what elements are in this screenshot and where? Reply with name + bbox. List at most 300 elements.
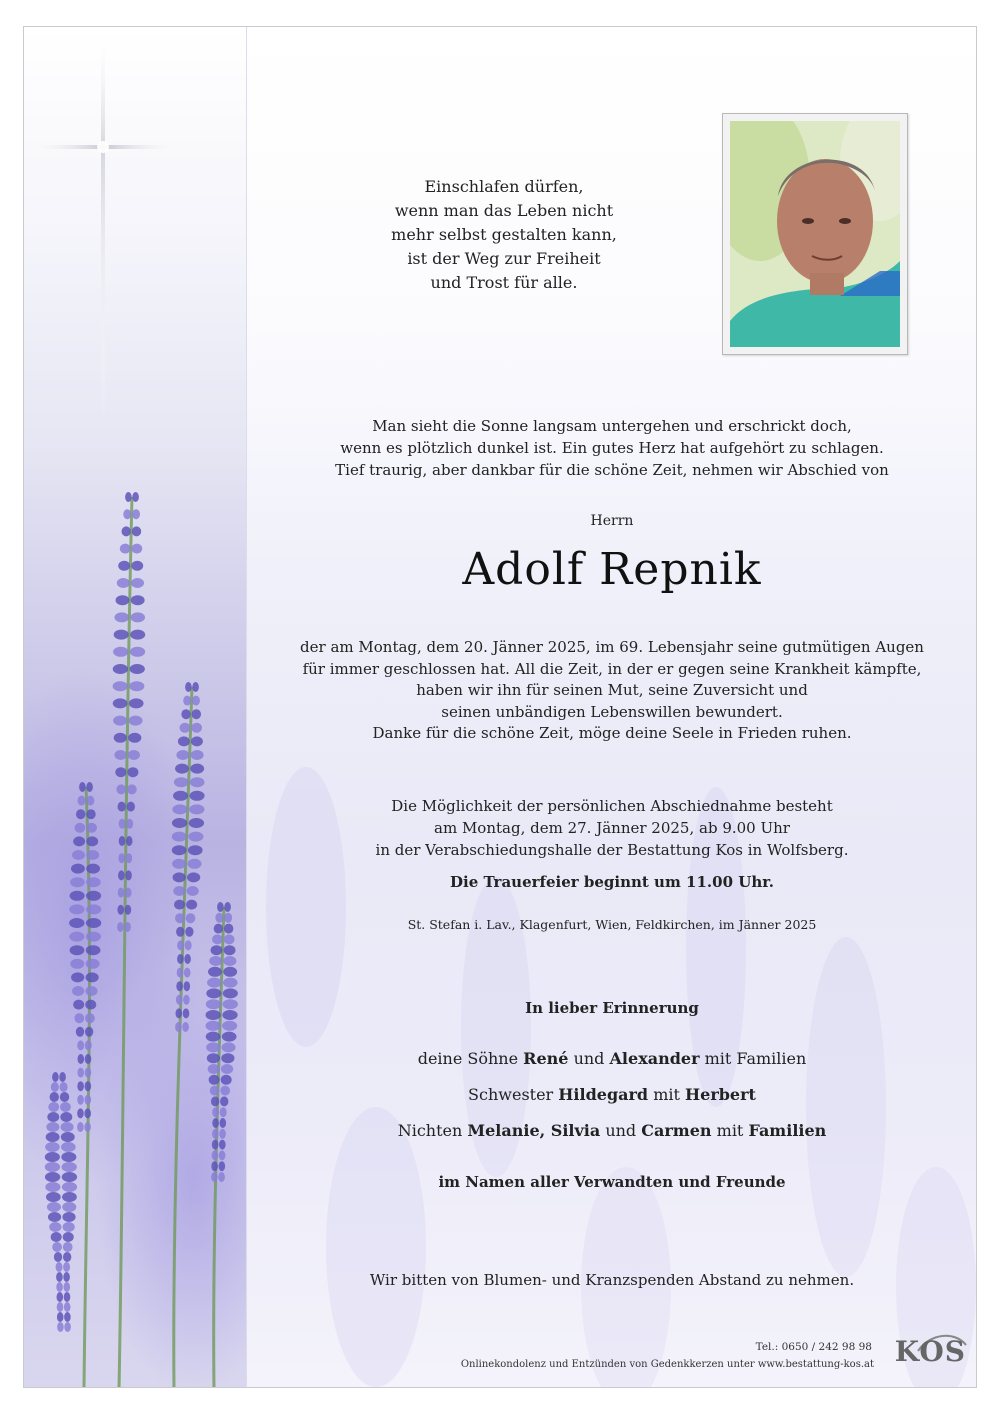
portrait-frame [722, 113, 908, 355]
poem-line: ist der Weg zur Freiheit [407, 249, 601, 268]
lavender-blossom [86, 959, 100, 969]
lavender-blossom [114, 750, 126, 760]
lavender-blossom [220, 1086, 230, 1096]
lavender-blossom [183, 1008, 190, 1018]
lavender-blossom [130, 630, 145, 640]
lavender-blossom [212, 1107, 219, 1117]
lavender-blossom [78, 1054, 85, 1064]
intro-line: Tief traurig, aber dankbar für die schöne Zeit, nehmen wir Abschied von [335, 461, 889, 479]
lavender-blossom [62, 1182, 77, 1192]
portrait-icon [730, 121, 900, 347]
lavender-blossom [119, 836, 126, 846]
lavender-blossom [176, 750, 189, 760]
family-name: Hildegard [558, 1085, 649, 1104]
lavender-blossom [76, 809, 85, 819]
lavender-blossom [184, 954, 191, 964]
lavender-blossom [174, 777, 189, 787]
lavender-blossom [184, 968, 191, 978]
lavender-blossom [73, 1000, 84, 1010]
lavender-blossom [47, 1112, 59, 1122]
lavender-blossom [186, 900, 197, 910]
lavender-blossom [48, 1102, 59, 1112]
lavender-blossom [63, 1232, 74, 1242]
lavender-blossom [116, 595, 130, 605]
body-line: haben wir ihn für seinen Mut, seine Zuversicht und [416, 681, 808, 699]
lavender-blossom [64, 1302, 71, 1312]
lavender-blossom [62, 1202, 76, 1212]
lavender-blossom [191, 723, 202, 733]
lavender-blossom [125, 492, 132, 502]
lavender-blossom [59, 1072, 66, 1082]
lavender-blossom [63, 1262, 70, 1272]
lavender-blossom [62, 1172, 77, 1182]
lavender-blossom [86, 864, 100, 874]
lavender-blossom [85, 1054, 92, 1064]
family-text: und [605, 1121, 637, 1140]
phone-number: Tel.: 0650 / 242 98 98 [755, 1341, 872, 1353]
lavender-blossom [131, 578, 144, 588]
obituary-card [23, 26, 977, 1388]
lavender-blossom [60, 1082, 68, 1092]
lavender-blossom [64, 1322, 71, 1332]
poem-line: und Trost für alle. [430, 273, 578, 292]
lavender-blossom [172, 859, 186, 869]
lavender-blossom [217, 902, 224, 912]
lavender-blossom [86, 877, 101, 887]
lavender-blossom [125, 870, 132, 880]
lavender-blossom [57, 1312, 64, 1322]
lavender-blossom [46, 1192, 61, 1202]
lavender-blossom [207, 978, 222, 988]
donation-request: Wir bitten von Blumen- und Kranzspenden Abstand zu nehmen. [369, 1271, 855, 1289]
lavender-blossom [221, 1064, 233, 1074]
lavender-blossom [187, 872, 200, 882]
lavender-blossom [224, 902, 231, 912]
lavender-blossom [190, 764, 204, 774]
lavender-blossom [188, 832, 203, 842]
lavender-blossom [52, 1072, 59, 1082]
lavender-blossom [129, 698, 144, 708]
lavender-blossom [176, 981, 183, 991]
poem-line: wenn man das Leben nicht [394, 201, 614, 220]
lavender-blossom [72, 850, 85, 860]
lavender-blossom [129, 664, 144, 674]
intro-line: wenn es plötzlich dunkel ist. Ein gutes Herz hat aufgehört zu schlagen. [340, 439, 884, 457]
family-text: mit [653, 1085, 680, 1104]
lavender-blossom [116, 784, 126, 794]
lavender-blossom [126, 853, 133, 863]
lavender-blossom [69, 932, 84, 942]
family-text: deine Söhne [417, 1049, 519, 1068]
lavender-blossom [45, 1142, 60, 1152]
lavender-blossom [62, 1212, 75, 1222]
lavender-blossom [113, 698, 128, 708]
lavender-blossom [77, 1081, 84, 1091]
lavender-blossom [189, 791, 204, 801]
lavender-blossom [114, 612, 129, 622]
lavender-blossom [187, 859, 201, 869]
lavender-blossom [45, 1162, 60, 1172]
lavender-blossom [113, 716, 127, 726]
lavender-blossom [73, 836, 85, 846]
lavender-blossom [186, 913, 196, 923]
lavender-blossom [174, 900, 185, 910]
lavender-blossom [85, 972, 98, 982]
lavender-blossom [119, 819, 126, 829]
lavender-blossom [61, 1162, 76, 1172]
lavender-blossom [128, 750, 140, 760]
lavender-blossom [60, 1092, 69, 1102]
condolence-link-text: Onlinekondolenz und Entzünden von Gedenkkerzen unter www.bestattung-kos.at [460, 1359, 874, 1370]
poem-line: mehr selbst gestalten kann, [391, 225, 617, 244]
lavender-blossom [177, 940, 184, 950]
lavender-blossom [191, 736, 203, 746]
lavender-blossom [86, 945, 101, 955]
lavender-blossom [183, 995, 190, 1005]
lavender-blossom [180, 723, 191, 733]
lavender-blossom [182, 1022, 189, 1032]
lavender-blossom [117, 578, 130, 588]
lavender-blossom [76, 1027, 84, 1037]
lavender-blossom [45, 1152, 60, 1162]
lavender-blossom [61, 1132, 75, 1142]
lavender-blossom [192, 696, 200, 706]
family-name: René [523, 1049, 569, 1068]
lavender-blossom [85, 1081, 92, 1091]
lavender-blossom [219, 1161, 226, 1171]
lavender-blossom [208, 1064, 220, 1074]
lavender-blossom [206, 1010, 221, 1020]
lavender-blossom [57, 1322, 64, 1332]
lavender-blossom [215, 913, 223, 923]
lavender-blossom [60, 1112, 72, 1122]
lavender-blossom [85, 1027, 93, 1037]
lavender-blossom [75, 823, 86, 833]
lavender-blossom [122, 526, 131, 536]
lavender-blossom [128, 716, 142, 726]
lavender-blossom [222, 1010, 237, 1020]
lavender-blossom [131, 561, 143, 571]
lavender-blossom [117, 905, 124, 915]
lavender-blossom [132, 544, 143, 554]
lavender-blossom [172, 845, 187, 855]
lavender-blossom [127, 802, 135, 812]
lavender-blossom [113, 647, 128, 657]
lavender-blossom [85, 1068, 92, 1078]
family-text: mit [716, 1121, 744, 1140]
lavender-blossom [84, 1122, 91, 1132]
lavender-blossom [127, 767, 138, 777]
lavender-blossom [221, 1053, 234, 1063]
lavender-blossom [220, 1096, 228, 1106]
lavender-blossom [221, 1075, 232, 1085]
lavender-blossom [218, 1172, 225, 1182]
lavender-blossom [175, 913, 185, 923]
body-line: der am Montag, dem 20. Jänner 2025, im 69. Lebensjahr seine gutmütigen Augen [300, 638, 924, 656]
lavender-blossom [219, 1129, 226, 1139]
lavender-blossom [124, 922, 131, 932]
lavender-blossom [85, 986, 97, 996]
lavender-blossom [185, 927, 193, 937]
lavender-blossom [57, 1292, 64, 1302]
lavender-blossom [61, 1152, 76, 1162]
lavender-blossom [212, 1140, 219, 1150]
lavender-blossom [51, 1082, 59, 1092]
lavender-blossom [192, 709, 201, 719]
lavender-blossom [63, 1222, 75, 1232]
lavender-blossom [209, 1075, 220, 1085]
lavender-blossom [45, 1182, 60, 1192]
lavender-blossom [211, 1161, 218, 1171]
lavender-blossom [206, 988, 221, 998]
body-line: seinen unbändigen Lebenswillen bewundert. [441, 702, 783, 721]
lavender-blossom [85, 1013, 95, 1023]
lavender-blossom [185, 682, 192, 692]
lavender-blossom [224, 934, 235, 944]
lavender-blossom [118, 888, 125, 898]
lavender-blossom [224, 913, 232, 923]
lavender-blossom [187, 886, 199, 896]
farewell-info [246, 795, 977, 861]
family-name: Melanie, Silvia [467, 1121, 601, 1140]
lavender-blossom [113, 664, 128, 674]
lavender-blossom [223, 956, 236, 966]
lavender-blossom [172, 804, 187, 814]
lavender-blossom [128, 733, 141, 743]
lavender-blossom [209, 956, 222, 966]
lavender-blossom [127, 784, 137, 794]
lavender-blossom [184, 981, 191, 991]
lavender-blossom [45, 1172, 60, 1182]
lavender-blossom [189, 804, 204, 814]
lavender-blossom [224, 945, 236, 955]
lavender-blossom [117, 922, 124, 932]
family-text: Nichten [397, 1121, 463, 1140]
lavender-blossom [125, 888, 132, 898]
lavender-blossom [212, 1129, 219, 1139]
lavender-blossom [211, 1172, 218, 1182]
lavender-blossom [64, 1282, 71, 1292]
lavender-blossom [64, 1312, 71, 1322]
lavender-blossom [85, 1000, 96, 1010]
lavender-blossom [191, 750, 204, 760]
lavender-blossom [46, 1122, 59, 1132]
lavender-blossom [223, 978, 238, 988]
lavender-blossom [224, 924, 233, 934]
lavender-blossom [223, 999, 238, 1009]
farewell-line: in der Verabschiedungshalle der Bestattung Kos in Wolfsberg. [375, 841, 849, 859]
lavender-blossom [69, 918, 84, 928]
lavender-blossom [46, 1132, 60, 1142]
lavender-blossom [49, 1222, 61, 1232]
lavender-blossom [56, 1282, 63, 1292]
lavender-blossom [222, 1042, 236, 1052]
lavender-blossom [72, 986, 84, 996]
lavender-blossom [177, 968, 184, 978]
lavender-blossom [86, 782, 93, 792]
body-text [246, 637, 977, 745]
memory-title: In lieber Erinnerung [525, 999, 699, 1017]
lavender-blossom [219, 1140, 226, 1150]
lavender-blossom [48, 1212, 61, 1222]
lavender-blossom [206, 1042, 220, 1052]
lavender-blossom [60, 1102, 71, 1112]
lavender-blossom [181, 709, 190, 719]
family-name: Herbert [685, 1085, 756, 1104]
lavender-blossom [118, 561, 130, 571]
body-line: Danke für die schöne Zeit, möge deine Seele in Frieden ruhen. [372, 724, 852, 742]
family-name: Carmen [641, 1121, 712, 1140]
lavender-blossom [57, 1302, 64, 1312]
lavender-blossom [86, 918, 101, 928]
ceremony-time: Die Trauerfeier beginnt um 11.00 Uhr. [450, 873, 774, 891]
lavender-blossom [52, 1242, 62, 1252]
lavender-blossom [120, 544, 131, 554]
family-text: Schwester [468, 1085, 554, 1104]
lavender-blossom [86, 891, 101, 901]
portrait-photo [730, 121, 900, 347]
poem-line: Einschlafen dürfen, [424, 177, 584, 196]
family-text: und [573, 1049, 605, 1068]
lavender-blossom [56, 1262, 63, 1272]
lavender-blossom [77, 1068, 84, 1078]
lavender-blossom [222, 1032, 237, 1042]
farewell-line: Die Möglichkeit der persönlichen Abschiednahme besteht [391, 797, 833, 815]
lavender-blossom [86, 809, 95, 819]
lavender-strip [24, 27, 247, 1387]
lavender-blossom [70, 945, 85, 955]
lavender-blossom [207, 1053, 220, 1063]
lavender-blossom [173, 886, 185, 896]
lavender-blossom [185, 940, 192, 950]
lavender-blossom [210, 1086, 220, 1096]
lavender-blossom [69, 904, 84, 914]
lavender-blossom [222, 1021, 237, 1031]
body-line: für immer geschlossen hat. All die Zeit, in der er gegen seine Krankheit kämpfte, [302, 659, 922, 678]
lavender-blossom [173, 791, 188, 801]
lavender-blossom [125, 905, 132, 915]
relatives-line: im Namen aller Verwandten und Freunde [438, 1173, 786, 1191]
lavender-blossom [85, 1040, 92, 1050]
family-line-sons [246, 1049, 977, 1068]
lavender-blossom [86, 796, 94, 806]
lavender-blossom [118, 802, 126, 812]
lavender-blossom [130, 647, 145, 657]
lavender-blossom [77, 1040, 84, 1050]
lavender-blossom [84, 1108, 91, 1118]
lavender-blossom [132, 492, 139, 502]
deceased-name: Adolf Repnik [462, 544, 762, 595]
lavender-blossom [114, 733, 127, 743]
lavender-blossom [176, 1008, 183, 1018]
lavender-blossom [211, 1096, 219, 1106]
lavender-blossom [206, 1032, 221, 1042]
lavender-blossom [212, 934, 223, 944]
lavender-blossom [212, 1150, 219, 1160]
cross-icon [24, 27, 184, 427]
lavender-blossom [64, 1292, 71, 1302]
lavender-blossom [178, 736, 190, 746]
lavender-blossom [113, 681, 128, 691]
lavender-blossom [223, 967, 237, 977]
lavender-blossom [77, 1122, 84, 1132]
lavender-blossom [206, 999, 221, 1009]
lavender-blossom [84, 1095, 91, 1105]
lavender-blossom [70, 959, 84, 969]
lavender-blossom [86, 850, 99, 860]
lavender-blossom [74, 1013, 84, 1023]
lavender-blossom [172, 832, 187, 842]
lavender-blossom [63, 1242, 73, 1252]
lavender-blossom [79, 782, 86, 792]
lavender-blossom [177, 954, 184, 964]
lavender-blossom [86, 836, 98, 846]
lavender-blossom [129, 681, 144, 691]
lavender-blossom [118, 870, 125, 880]
lavender-blossom [212, 1118, 219, 1128]
lavender-blossom [70, 891, 85, 901]
lavender-blossom [77, 1108, 84, 1118]
places-date: St. Stefan i. Lav., Klagenfurt, Wien, Feldkirchen, im Jänner 2025 [407, 917, 817, 932]
lavender-blossom [71, 972, 84, 982]
kos-logo: KOS [894, 1335, 966, 1368]
lavender-blossom [208, 967, 222, 977]
lavender-blossom [130, 612, 145, 622]
lavender-blossom [70, 877, 85, 887]
intro-text [246, 415, 977, 481]
lavender-blossom [219, 1150, 226, 1160]
lavender-blossom [47, 1202, 61, 1212]
lavender-blossom [220, 1118, 227, 1128]
lavender-blossom [115, 767, 126, 777]
lavender-blossom [63, 1252, 71, 1262]
lavender-blossom [56, 1272, 63, 1282]
family-line-sister [246, 1085, 977, 1104]
lavender-blossom [114, 630, 129, 640]
lavender-blossom [189, 818, 204, 828]
lavender-blossom [173, 872, 186, 882]
lavender-blossom [63, 1272, 70, 1282]
lavender-blossom [126, 819, 133, 829]
lavender-blossom [118, 853, 125, 863]
lavender-blossom [211, 945, 223, 955]
lavender-blossom [86, 932, 101, 942]
family-line-nieces [246, 1121, 977, 1140]
lavender-blossom [220, 1107, 227, 1117]
lavender-blossom [176, 995, 183, 1005]
lavender-blossom [62, 1192, 77, 1202]
lavender-blossom [54, 1252, 62, 1262]
lavender-blossom [183, 696, 191, 706]
lavender-blossom [132, 526, 141, 536]
lavender-blossom [214, 924, 223, 934]
lavender-blossom [86, 904, 101, 914]
lavender-blossom [61, 1142, 76, 1152]
lavender-blossom [192, 682, 199, 692]
lavender-blossom [77, 1095, 84, 1105]
lavender-blossom [176, 927, 184, 937]
lavender-blossom [78, 796, 86, 806]
lavender-blossom [175, 764, 189, 774]
lavender-blossom [131, 595, 145, 605]
lavender-blossom [123, 509, 131, 519]
lavender-blossom [86, 823, 97, 833]
honorific: Herrn [590, 513, 634, 529]
lavender-blossom [205, 1021, 220, 1031]
intro-line: Man sieht die Sonne langsam untergehen und erschrickt doch, [372, 417, 852, 435]
lavender-blossom [190, 777, 205, 787]
farewell-line: am Montag, dem 27. Jänner 2025, ab 9.00 Uhr [434, 819, 790, 837]
